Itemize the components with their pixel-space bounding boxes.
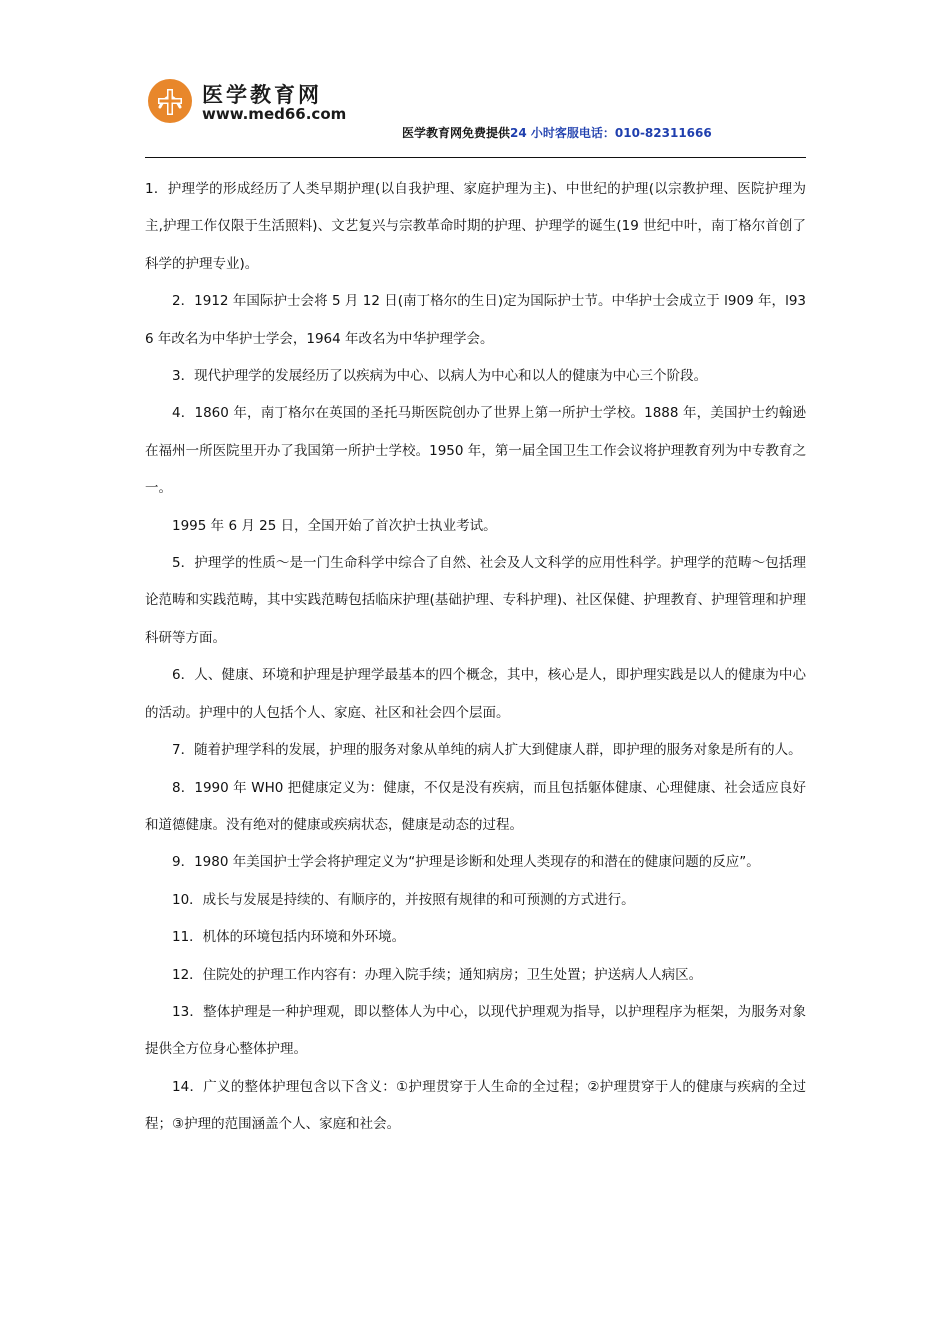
paragraph-3: 3．现代护理学的发展经历了以疾病为中心、以病人为中心和以人的健康为中心三个阶段。 <box>172 368 708 385</box>
paragraph-4: 4．1860 年，南丁格尔在英国的圣托马斯医院创办了世界上第一所护士学校。1888 年，美国护士约翰逊在福州一所医院里开办了我国第一所护士学校。1950 年，第一届全国卫生工作会议将护理教育列为中专教育之一。 <box>145 405 806 497</box>
paragraph-12: 12．住院处的护理工作内容有：办理入院手续；通知病房；卫生处置；护送病人人病区。 <box>172 966 703 983</box>
document-body <box>145 171 806 1144</box>
site-name: 医学教育网 <box>202 83 322 107</box>
site-url[interactable]: www.med66.com <box>202 105 347 123</box>
paragraph-1: 1．护理学的形成经历了人类早期护理(以自我护理、家庭护理为主)、中世纪的护理(以宗教护理、医院护理为主,护理工作仅限于生活照料)、文艺复兴与宗教革命时期的护理、护理学的诞生(19 世纪中叶，南丁格尔首创了科学的护理专业)。 <box>145 181 806 272</box>
paragraph-6: 6．人、健康、环境和护理是护理学最基本的四个概念，其中，核心是人，即护理实践是以人的健康为中心的活动。护理中的人包括个人、家庭、社区和社会四个层面。 <box>145 667 806 721</box>
medical-cross-logo-icon <box>146 77 194 125</box>
paragraph-8: 8．1990 年 WH0 把健康定义为：健康，不仅是没有疾病，而且包括躯体健康、心理健康、社会适应良好和道德健康。没有绝对的健康或疾病状态，健康是动态的过程。 <box>145 779 806 833</box>
site-logo[interactable] <box>146 77 366 127</box>
paragraph-9: 9．1980 年美国护士学会将护理定义为“护理是诊断和处理人类现存的和潜在的健康问题的反应”。 <box>172 854 760 871</box>
hotline-prefix: 医学教育网免费提供 <box>402 126 511 140</box>
paragraph-7: 7．随着护理学科的发展，护理的服务对象从单纯的病人扩大到健康人群，即护理的服务对象是所有的人。 <box>172 742 802 759</box>
customer-service-hotline <box>402 124 712 141</box>
paragraph-11: 11．机体的环境包括内环境和外环境。 <box>172 929 406 946</box>
header-divider <box>145 157 806 158</box>
paragraph-4-note: 1995 年 6 月 25 日，全国开始了首次护士执业考试。 <box>172 517 497 534</box>
paragraph-5: 5．护理学的性质～是一门生命科学中综合了自然、社会及人文科学的应用性科学。护理学的范畴～包括理论范畴和实践范畴，其中实践范畴包括临床护理(基础护理、专科护理)、社区保健、护理教育、护理管理和护理科研等方面。 <box>145 555 806 646</box>
paragraph-2: 2．1912 年国际护士会将 5 月 12 日(南丁格尔的生日)定为国际护士节。中华护士会成立于 l909 年，l936 年改名为中华护士学会，1964 年改名为中华护理学会。 <box>145 293 806 347</box>
paragraph-14: 14．广义的整体护理包含以下含义：①护理贯穿于人生命的全过程；②护理贯穿于人的健康与疾病的全过程；③护理的范围涵盖个人、家庭和社会。 <box>145 1078 806 1133</box>
paragraph-13: 13．整体护理是一种护理观，即以整体人为中心，以现代护理观为指导，以护理程序为框架，为服务对象提供全方位身心整体护理。 <box>145 1003 806 1058</box>
paragraph-10: 10．成长与发展是持续的、有顺序的，并按照有规律的和可预测的方式进行。 <box>172 891 635 908</box>
hotline-number: 24 小时客服电话：010-82311666 <box>510 126 712 140</box>
